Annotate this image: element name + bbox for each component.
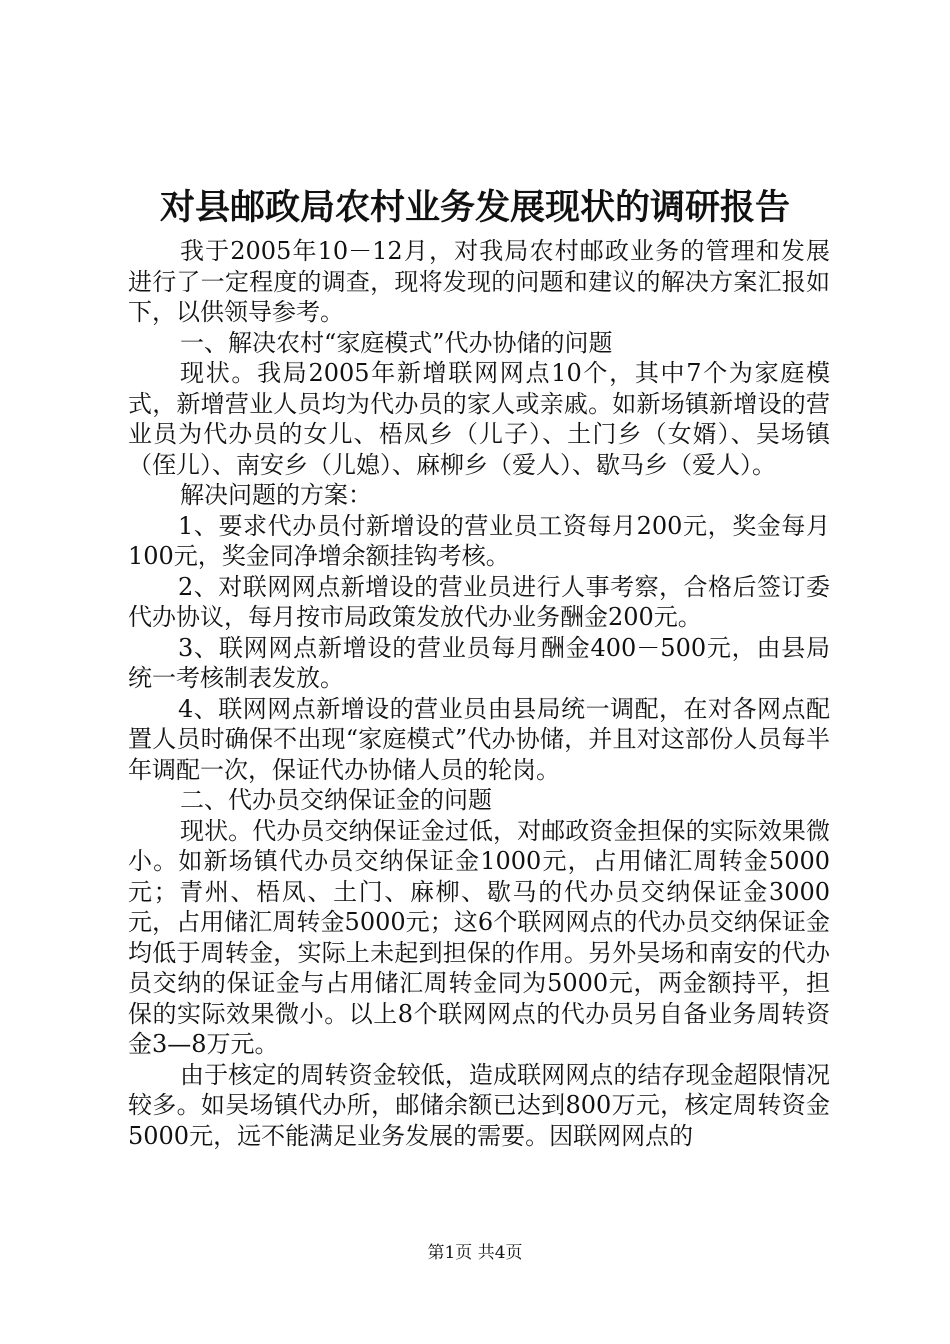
list-item-solution-3: 3、联网网点新增设的营业员每月酬金400－500元，由县局统一考核制表发放。 bbox=[128, 633, 830, 692]
list-item-solution-4: 4、联网网点新增设的营业员由县局统一调配，在对各网点配置人员时确保不出现“家庭模式”代办协储，并且对这部份人员每半年调配一次，保证代办协储人员的轮岗。 bbox=[128, 694, 830, 784]
page-number-footer: 第1页 共4页 bbox=[427, 1243, 523, 1263]
paragraph-status-2: 现状。代办员交纳保证金过低，对邮政资金担保的实际效果微小。如新场镇代办员交纳保证金1000元，占用储汇周转金5000元；青州、梧凤、土门、麻柳、歇马的代办员交纳保证金3000元，占用储汇周转金5000元；这6个联网网点的代办员交纳保证金均低于周转金，实际上未起到担保的作用。另外吴场和南安的代办员交纳的保证金与占用储汇周转金同为5000元，两金额持平，担保的实际效果微小。以上8个联网网点的代办员另自备业务周转资金3—8万元。 bbox=[128, 816, 830, 1058]
document-body bbox=[128, 236, 830, 1151]
section-heading-2: 二、代办员交纳保证金的问题 bbox=[180, 786, 492, 814]
section-heading-1: 一、解决农村“家庭模式”代办协储的问题 bbox=[180, 328, 613, 357]
paragraph-solution-heading: 解决问题的方案： bbox=[180, 481, 372, 509]
document-title: 对县邮政局农村业务发展现状的调研报告 bbox=[159, 187, 790, 228]
list-item-solution-2: 2、对联网网点新增设的营业员进行人事考察，合格后签订委代办协议，每月按市局政策发放代办业务酬金200元。 bbox=[128, 572, 830, 631]
paragraph-status-1: 现状。我局2005年新增联网网点10个，其中7个为家庭模式，新增营业人员均为代办员的家人或亲戚。如新场镇新增设的营业员为代办员的女儿、梧凤乡（儿子）、土门乡（女婿）、吴场镇（侄儿）、南安乡（儿媳）、麻柳乡（爱人）、歇马乡（爱人）。 bbox=[128, 359, 830, 479]
paragraph-intro: 我于2005年10－12月，对我局农村邮政业务的管理和发展进行了一定程度的调查，现将发现的问题和建议的解决方案汇报如下，以供领导参考。 bbox=[128, 237, 830, 326]
paragraph-cash-limit: 由于核定的周转资金较低，造成联网网点的结存现金超限情况较多。如吴场镇代办所，邮储余额已达到800万元，核定周转资金5000元，远不能满足业务发展的需要。因联网网点的 bbox=[128, 1060, 830, 1150]
list-item-solution-1: 1、要求代办员付新增设的营业员工资每月200元，奖金每月100元，奖金同净增余额挂钩考核。 bbox=[128, 511, 830, 570]
